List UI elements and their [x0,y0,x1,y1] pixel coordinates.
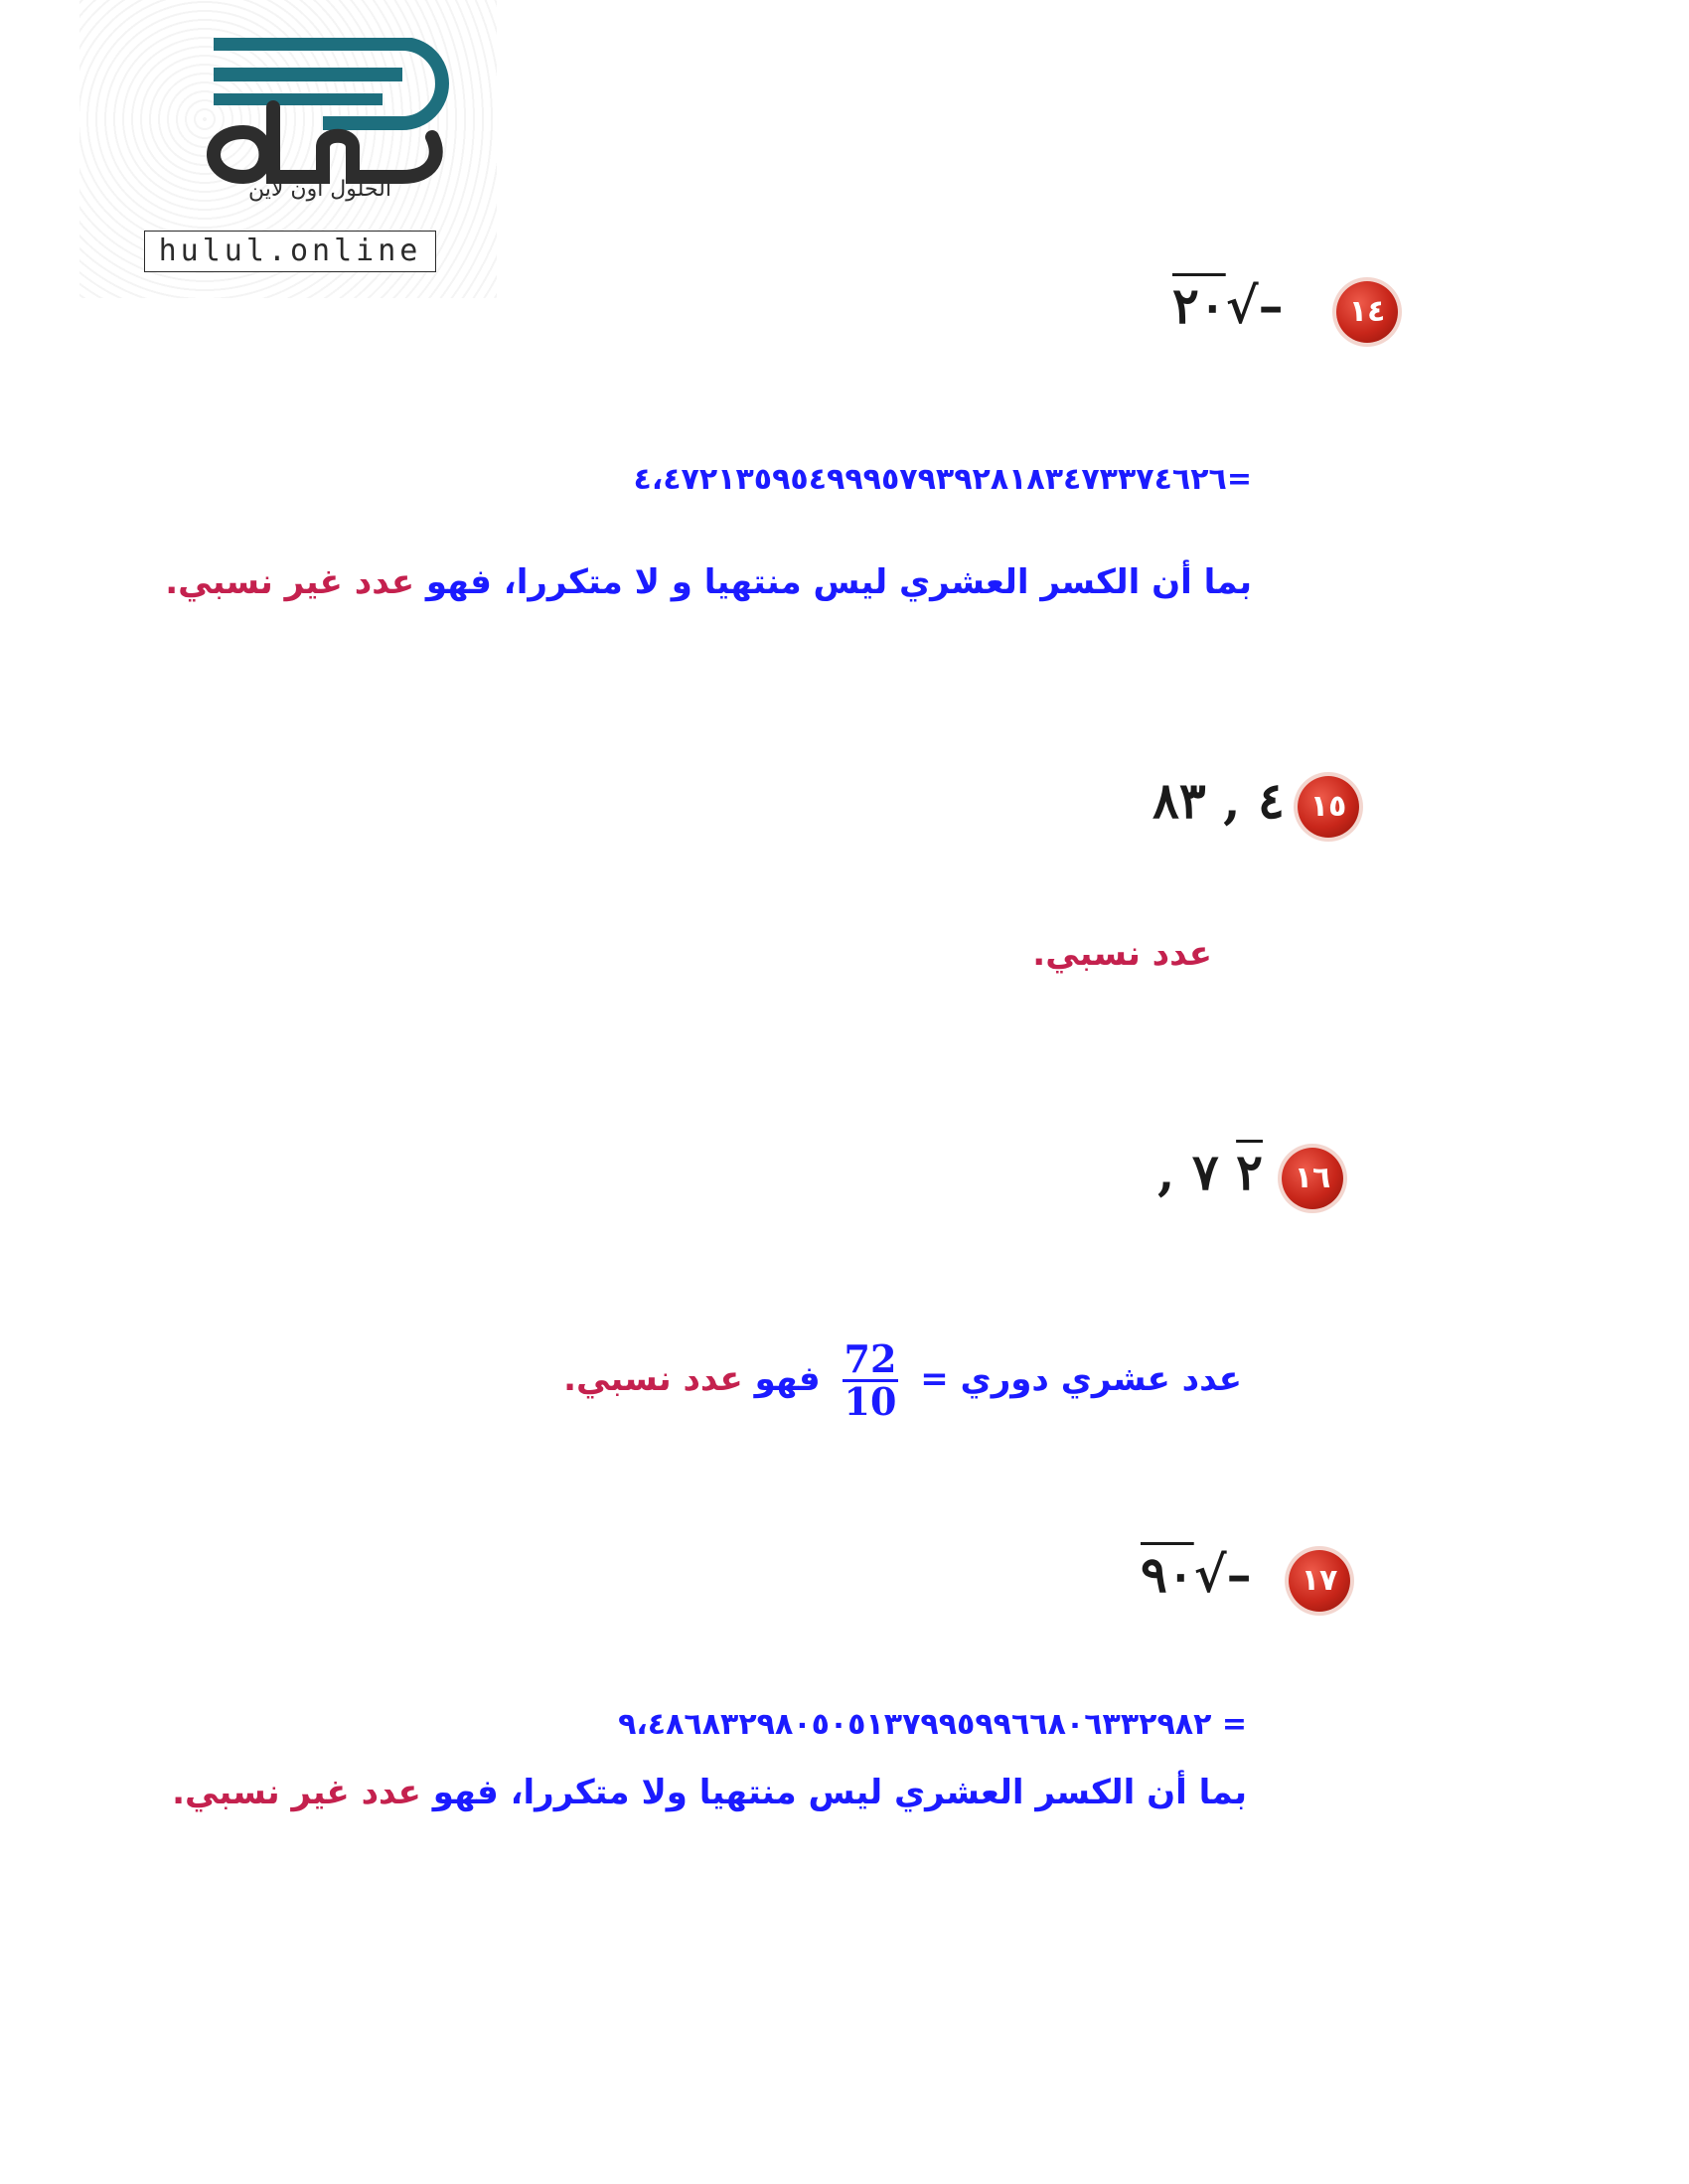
problem-number-badge: ١٤ [1336,281,1398,343]
logo-area [79,0,497,298]
explanation-line [172,1773,1247,1812]
reason-text: بما أن الكسر العشري ليس منتهيا و لا متكررا، فهو [425,562,1252,602]
explanation-line [563,1336,1242,1424]
verdict-word: عدد [354,562,415,602]
decimal-result: =٤،٤٧٢١٣٥٩٥٤٩٩٩٥٧٩٣٩٢٨١٨٣٤٧٣٣٧٤٦٢٦ [633,462,1252,497]
decimal-result: = ٩،٤٨٦٨٣٢٩٨٠٥٠٥١٣٧٩٩٥٩٩٦٦٨٠٦٣٣٢٩٨٢ [618,1707,1247,1742]
problem-expression [1157,1143,1263,1201]
verdict-text: عدد نسبي. [563,1358,743,1399]
problem-expression: ٤ , ٨٣ [1152,771,1285,830]
sqrt-icon: √ [1193,1545,1227,1604]
verdict-text: غير نسبي. [165,562,343,602]
explanation-line [165,562,1252,602]
logo-tagline: الحلول اون لاين [248,177,391,202]
problem-number-badge: ١٦ [1282,1148,1343,1209]
connector-text: فهو [754,1358,821,1399]
problem-number-badge: ١٧ [1289,1550,1350,1612]
negative-sign: – [1258,276,1284,335]
problem-expression [1172,276,1284,335]
radicand: ٩٠ [1141,1545,1194,1604]
logo-arabic-name [328,107,330,108]
whole-part: ٧ , [1157,1143,1219,1201]
repeating-digit: ٢ [1236,1143,1263,1201]
fraction [843,1336,899,1424]
problem-expression [1141,1545,1252,1604]
verdict-text: غير نسبي. [172,1773,350,1812]
statement-text: عدد عشري دوري = [920,1358,1242,1399]
negative-sign: – [1226,1545,1252,1604]
logo-site-label: hulul.online [144,231,436,272]
fraction-numerator: 72 [844,1336,897,1381]
fraction-denominator: 10 [844,1378,897,1424]
verdict-word: عدد [361,1773,421,1812]
radicand: ٢٠ [1172,276,1226,335]
verdict-text: عدد نسبي. [1032,934,1212,974]
sqrt-icon: √ [1225,276,1259,335]
reason-text: بما أن الكسر العشري ليس منتهيا ولا متكررا، فهو [432,1773,1247,1812]
problem-number-badge: ١٥ [1298,776,1359,838]
